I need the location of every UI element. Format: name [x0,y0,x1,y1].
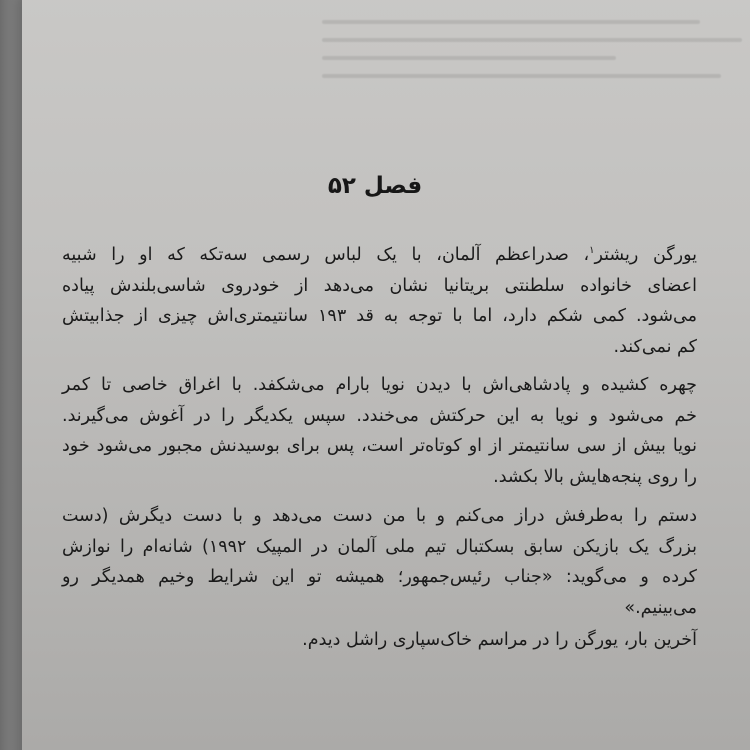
paragraph-2 [62,370,697,492]
footnote-marker[interactable]: ۱ [589,245,595,257]
paragraph-1 [62,240,697,362]
paragraph-4 [62,625,697,656]
paragraph-line: آخرین بار، یورگن را در مراسم خاک‌سپاری راشل دیدم. [302,630,697,650]
paragraph-line: اعضای خانواده سلطنتی بریتانیا نشان می‌دهد از خودروی شاسی‌بلندش پیاده [62,275,697,296]
paragraph-line: خم می‌شود و نویا به این حرکتش می‌خندد. سپس یکدیگر را در آغوش می‌گیرند. [62,405,697,426]
paragraph-line: یورگن ریشتر$^۱$، صدراعظم آلمان، با یک لباس رسمی سه‌تکه که او را شبیه [62,245,697,265]
paragraph-line: دستم را به‌طرفش دراز می‌کنم و با من دست می‌دهد و با دست دیگرش (دست [62,506,697,526]
bleed-through-text [322,8,742,118]
paragraph-line: می‌بینیم.» [624,597,697,618]
paragraph-line: را روی پنجه‌هایش بالا بکشد. [493,466,697,487]
paragraph-line: چهره کشیده و پادشاهی‌اش با دیدن نویا بارام می‌شکفد. با اغراق خاصی تا کمر [62,375,697,395]
paragraph-line: می‌شود. کمی شکم دارد، اما با توجه به قد ۱۹۳ سانتیمتری‌اش چیزی از جذابیتش [62,306,698,326]
chapter-body [62,240,697,666]
chapter-title: فصل ۵۲ [327,173,423,199]
paragraph-line: کم نمی‌کند. [613,336,697,357]
paragraph-3 [62,501,697,623]
paragraph-line: نویا بیش از سی سانتیمتر از او کوتاه‌تر است، پس برای بوسیدنش مجبور می‌شود خود [62,436,697,456]
paragraph-line: کرده و می‌گوید: «جناب رئیس‌جمهور؛ همیشه تو این شرایط وخیم همدیگر رو [62,567,697,587]
paragraph-line: بزرگ یک بازیکن سابق بسکتبال تیم ملی آلمان در المپیک ۱۹۹۲) شانه‌ام را نوازش [62,536,697,557]
